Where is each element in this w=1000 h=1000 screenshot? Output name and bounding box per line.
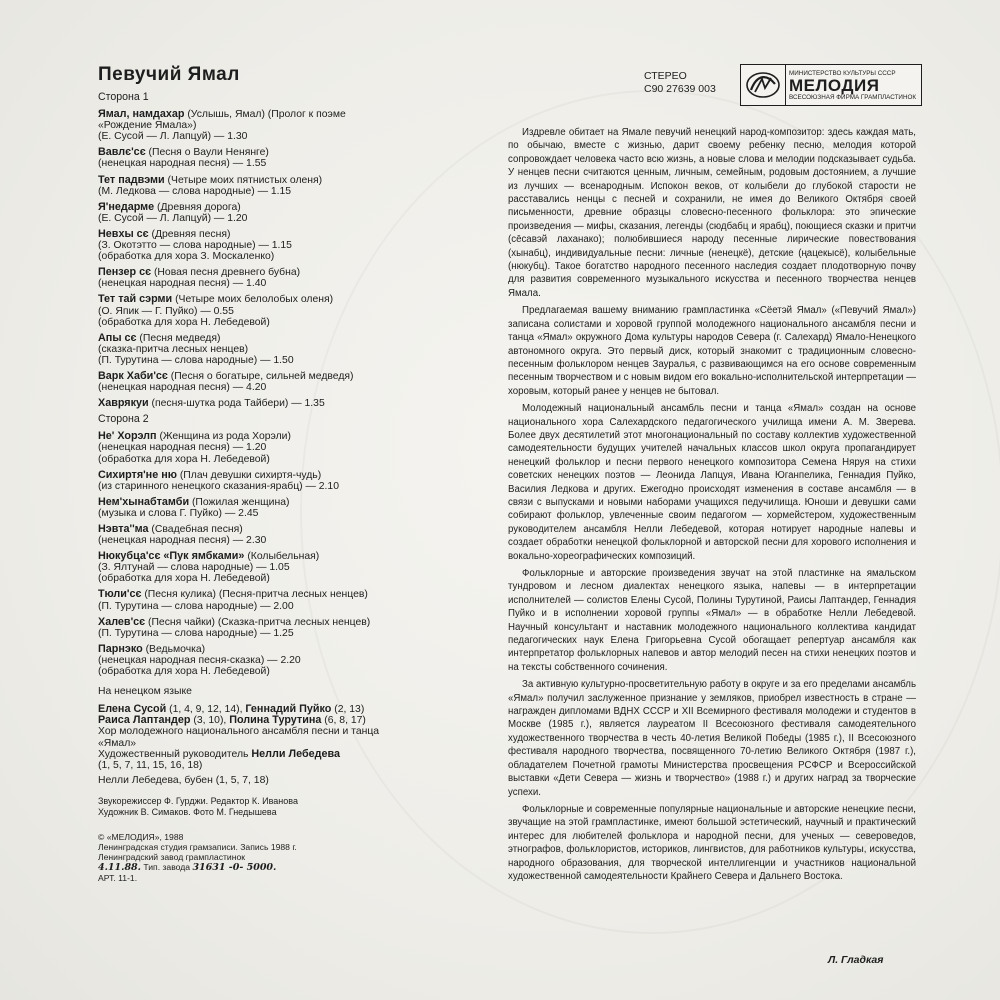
track-name: Невхы сє — [98, 227, 149, 240]
choir-line: Хор молодежного национального ансамбля песни и танца — [98, 726, 380, 738]
track-text: (Услышь, Ямал) (Пролог к поэме — [184, 109, 346, 121]
track-detail-line — [98, 481, 428, 492]
track-name: Нем'хынабтамби — [98, 495, 190, 508]
publisher-block — [98, 832, 428, 883]
track-title-line — [98, 617, 428, 628]
track-text: (ненецкая народная песня) — 1.20 — [98, 442, 267, 454]
track-entry — [98, 644, 428, 677]
tracklist-column — [98, 88, 428, 883]
track-entry — [98, 229, 428, 262]
track-name: Хаврякуи — [98, 397, 149, 410]
track-text: (О. Япик — Г. Пуйко) — 0.55 — [98, 305, 234, 317]
article-paragraph: За активную культурно-просветительную работу в округе и за его пределами ансамбль «Ямал» получил заслуженное признание у земляков, приобрел известность в стране — награжден дипломами ВДНХ СССР и XII Всемирного фестиваля молодежи и студентов в Москве (1985 г.), является лауреатом II Всесоюзного фестиваля самодеятельного художественного творчества в честь 40-летия Великой Победы (1985 г.), II Всесоюзного фестиваля народного творчества, посвященного 70-летию Великого Октября (1987 г.), обладателем Почетной грамоты Министерства просвещения РСФСР и Всероссийской выставки «Дети Севера — жизнь и творчество» (1988 г.) и других наград за творческие успехи. — [508, 679, 916, 798]
ministry-text: МИНИСТЕРСТВО КУЛЬТУРЫ СССР — [789, 69, 896, 77]
track-detail-line — [98, 158, 428, 169]
track-detail-line — [98, 508, 428, 519]
track-title-line — [98, 175, 428, 186]
track-detail-line — [98, 317, 428, 328]
track-text: (Пожилая женщина) — [189, 496, 290, 508]
track-text: (Ведьмочка) — [142, 643, 206, 655]
track-name: Нюкубца'сє «Пук ямбками» — [98, 550, 245, 563]
track-title-line — [98, 371, 428, 382]
track-entry — [98, 371, 428, 393]
side2-tracklist — [98, 431, 428, 677]
track-title-line — [98, 109, 428, 120]
director-prefix: Художественный руководитель — [98, 748, 252, 760]
track-text: (Древняя дорога) — [154, 201, 241, 213]
credits-line: Художник В. Симаков. Фото М. Гнедышева — [98, 806, 277, 817]
track-title-line — [98, 267, 428, 278]
factory-line: Ленинградский завод грампластинок — [98, 851, 246, 862]
track-text: (обработка для хора Н. Лебедевой) — [98, 573, 270, 585]
performer-tracks: (3, 10), — [190, 715, 230, 727]
track-text: (Свадебная песня) — [148, 524, 243, 535]
track-text: (песня-шутка рода Тайбери) — 1.35 — [148, 398, 325, 410]
track-text: (ненецкая народная песня) — 4.20 — [98, 382, 267, 394]
track-name: Пензер сє — [98, 266, 152, 279]
track-title-line — [98, 644, 428, 655]
track-entry — [98, 497, 428, 519]
track-text: (П. Турутина — слова народные) — 1.50 — [98, 354, 294, 366]
track-text: (Плач девушки сихиртя-чудь) — [176, 469, 322, 481]
article-paragraph: Предлагаемая вашему вниманию грампластинка «Сёетэй Ямал» («Певучий Ямал») записана солистами и хоровой группой молодежного национального ансамбля песни и танца «Ямал» окружного Дома культуры народов Севера (г. Салехард) Ямало-Ненецкого автономного округа. Это первый диск, который знакомит с традиционным словесно-песенным фольклором ненцев Зауралья, с развивающимся на его основе современным песенным творчеством и с новым видом его вокально-исполнительской интерпретации — хоровым, который ранее у ненцев не бытовал. — [508, 305, 916, 397]
choir-line: «Ямал» — [98, 737, 137, 749]
performers-block — [98, 704, 428, 786]
track-text: (обработка для хора Н. Лебедевой) — [98, 316, 270, 328]
track-text: (Новая песня древнего бубна) — [151, 267, 301, 279]
track-title-line — [98, 470, 428, 481]
track-title-line — [98, 294, 428, 305]
track-entry — [98, 333, 428, 366]
director-name: Нелли Лебедева — [251, 747, 340, 760]
performer-line — [98, 715, 428, 726]
copyright-line: © «МЕЛОДИЯ», 1988 — [98, 831, 184, 842]
print-line — [98, 862, 428, 873]
track-entry — [98, 109, 428, 142]
track-text: (Песня о Ваули Ненянге) — [145, 147, 269, 159]
track-text: (музыка и слова Г. Пуйко) — 2.45 — [98, 507, 259, 519]
track-title-line — [98, 497, 428, 508]
track-detail-line — [98, 186, 428, 197]
track-name: Тюли'сє — [98, 588, 142, 601]
track-entry — [98, 551, 428, 584]
performer-name: Полина Турутина — [229, 714, 322, 727]
catalog-number: С90 27639 003 — [644, 83, 716, 95]
track-title-line — [98, 147, 428, 158]
track-name: Я'недарме — [98, 200, 155, 213]
track-name: Парнэко — [98, 642, 143, 655]
track-text: (Песня чайки) (Сказка-притча лесных ненцев) — [145, 616, 371, 628]
track-detail-line — [98, 355, 428, 366]
track-entry — [98, 267, 428, 289]
director-tracks: (1, 5, 7, 11, 15, 16, 18) — [98, 759, 203, 771]
track-text: (из старинного ненецкого сказания-ярабц) — 2.10 — [98, 480, 339, 492]
performer-name: Геннадий Пуйко — [245, 703, 332, 716]
track-detail-line — [98, 655, 428, 666]
album-title: Певучий Ямал — [98, 64, 240, 85]
firm-text: ВСЕСОЮЗНАЯ ФИРМА ГРАМПЛАСТИНОК — [789, 93, 917, 101]
track-name: Варк Хаби'сє — [98, 369, 168, 382]
language-note: На ненецком языке — [98, 686, 192, 698]
stereo-label: СТЕРЕО — [644, 70, 687, 82]
track-title-line — [98, 333, 428, 344]
track-title-line — [98, 524, 428, 535]
track-name: Вавлє'сє — [98, 146, 146, 159]
brand-name: МЕЛОДИЯ — [789, 75, 880, 95]
track-text: (Песня о богатыре, сильней медведя) — [167, 370, 354, 382]
track-detail-line — [98, 131, 428, 142]
track-text: (ненецкая народная песня) — 2.30 — [98, 535, 267, 547]
track-entry — [98, 202, 428, 224]
track-entry — [98, 147, 428, 169]
track-text: (Женщина из рода Хорэли) — [156, 431, 291, 443]
track-text: (Древняя песня) — [148, 228, 231, 240]
track-name: Тет падвэми — [98, 173, 165, 186]
track-text: (обработка для хора Н. Лебедевой) — [98, 453, 270, 465]
track-entry — [98, 524, 428, 546]
side2-heading: Сторона 2 — [98, 413, 149, 426]
track-text: (Колыбельная) — [244, 551, 320, 563]
track-text: (Е. Сусой — Л. Лапцуй) — 1.30 — [98, 131, 248, 143]
track-text: (сказка-притча лесных ненцев) — [98, 343, 249, 355]
track-entry — [98, 431, 428, 464]
track-title-line — [98, 589, 428, 600]
track-detail-line — [98, 442, 428, 453]
track-detail-line — [98, 344, 428, 355]
print-label: Тип. завода — [140, 861, 193, 872]
track-entry — [98, 617, 428, 639]
track-name: Сихиртя'не ню — [98, 468, 177, 481]
track-entry — [98, 398, 428, 409]
credits-block — [98, 796, 428, 818]
track-detail-line — [98, 240, 428, 251]
performer-tracks: (6, 8, 17) — [321, 715, 366, 727]
track-detail-line — [98, 628, 428, 639]
article-paragraph: Молодежный национальный ансамбль песни и танца «Ямал» создан на основе национального хора Салехардского педагогического училища имени А. М. Зверева. Более двух десятилетий этот многонациональный по составу коллектив художественной самодеятельности будущих учителей начальных классов школ округа пропагандирует ненецкий фольклор и песни первого ненецкого композитора Семена Няруя на стихи советских ненецких поэтов — Леонида Лапцуя, Ивана Юганпелика, Геннадия Пуйко, Василия Ледкова и других. Ежегодно происходят изменения в составе ансамбля — в связи с выпусками и новыми наборами учащихся педучилища. Юноши и девушки сами собирают фольклор, увлеченные своим педагогом — хормейстером, художественным руководителем ансамбля Нелли Лебедевой, которая нотирует народные напевы и создает обработки ненецкой фольклорной и авторской песни для хорового исполнения и вокально-хореографических композиций. — [508, 403, 916, 562]
track-title-line — [98, 431, 428, 442]
stereo-block — [644, 70, 716, 96]
track-name: Халев'сє — [98, 615, 146, 628]
track-text: (Е. Сусой — Л. Лапцуй) — 1.20 — [98, 212, 248, 224]
track-title-line — [98, 229, 428, 240]
track-text: (Песня кулика) (Песня-притча лесных ненцев) — [141, 589, 368, 601]
melodiya-logo — [740, 64, 922, 106]
director-line — [98, 749, 428, 760]
track-name: Тет тай сэрми — [98, 293, 173, 306]
melodiya-emblem-icon — [741, 65, 786, 105]
art-number: АРТ. 11-1. — [98, 872, 138, 883]
track-detail-line — [98, 535, 428, 546]
track-detail-line — [98, 213, 428, 224]
performer-tracks: (2, 13) — [331, 704, 365, 716]
track-title-line — [98, 398, 428, 409]
article-paragraph: Издревле обитает на Ямале певучий ненецкий народ-композитор: здесь каждая мать, по обычаю, вместе с жизнью, дарит своему ребенку песню, мелодия которой сопровождает человека часто всю жизнь, а новые слова и мелодии подсказывает судьба. У ненцев песни считаются ценным, личным, семейным, родовым достоянием, а лучшие из лучших — всенародным. Испокон веков, от колыбели до глубокой старости не расставались ненцы с песней и сохранили, не имея до Великого Октября своей письменности, древние образцы словесно-песенного фольклора: это эпические произведения — мифы, сказания, легенды (сюдбабц и ярабц), поющиеся сказки и притчи (сēсавэй лаханако); полюбившиеся народу песенные лирические повествования (хынабц), индивидуальные песни: личные (ненецкё), детские (ңацекысё), колыбельные (нюкубц). Такое богатство народного песенного наследия создает плодотворную почву для развития современного музыкального искусства и песенного творчества ненцев Ямала. — [508, 127, 916, 299]
track-text: (П. Турутина — слова народные) — 1.25 — [98, 627, 294, 639]
track-text: (Песня медведя) — [136, 332, 221, 344]
track-entry — [98, 589, 428, 611]
drum-line: Нелли Лебедева, бубен (1, 5, 7, 18) — [98, 774, 269, 786]
side1-heading: Сторона 1 — [98, 91, 149, 103]
track-text: (обработка для хора З. Москаленко) — [98, 251, 275, 263]
track-text: (З. Окотэтто — слова народные) — 1.15 — [98, 240, 292, 252]
track-detail-line — [98, 601, 428, 612]
track-text: (Четыре моих пятнистых оленя) — [164, 174, 323, 186]
track-entry — [98, 175, 428, 197]
track-detail-line — [98, 251, 428, 262]
print-date: 4.11.88. — [98, 861, 141, 873]
track-text: «Рождение Ямала») — [98, 120, 197, 132]
track-text: (ненецкая народная песня) — 1.40 — [98, 278, 267, 290]
track-detail-line — [98, 120, 428, 131]
credits-line: Звукорежиссер Ф. Гурджи. Редактор К. Иванова — [98, 795, 298, 806]
track-detail-line — [98, 666, 428, 677]
track-detail-line — [98, 562, 428, 573]
track-text: (Четыре моих белолобых оленя) — [172, 294, 334, 306]
track-text: (обработка для хора Н. Лебедевой) — [98, 666, 270, 678]
article-paragraph: Фольклорные и авторские произведения звучат на этой пластинке на ямальском тундровом и лесном диалектах ненецкого языка, напевы — в интерпретации исполнителей — солистов Елены Сусой, Полины Турутиной, Раисы Лаптандер, Геннадия Пуйко и в исполнении хоровой группы «Ямал» — в обработке Нелли Лебедевой. Научный консультант и наставник молодежного национального коллектива кандидат педагогических наук Елена Григорьевна Сусой обогащает репертуар ансамбля как интерпретатор фольклорных напевов и автор мелодий песен на стихи ненецких поэтов и на тексты собственного сочинения. — [508, 568, 916, 673]
article-paragraph: Фольклорные и современные популярные национальные и авторские ненецкие песни, звучащие на этой грампластинке, имеют большой эстетический, научный и практический интерес для любителей фольклора и народной песни, для ученых — североведов, этнографов, фольклористов, историков, лингвистов, для работников культуры, искусства, народного образования, для творческой интеллигенции и участников национальной художественной самодеятельности Крайнего Севера и Дальнего Востока. — [508, 803, 916, 882]
track-name: Ямал, намдахар — [98, 108, 185, 121]
track-text: (ненецкая народная песня) — 1.55 — [98, 158, 267, 170]
track-name: Апы сє — [98, 331, 137, 344]
author-signature: Л. Гладкая — [828, 954, 884, 966]
print-run: 31631 -0- 5000. — [192, 861, 277, 873]
track-text: (ненецкая народная песня-сказка) — 2.20 — [98, 654, 301, 666]
track-entry — [98, 294, 428, 327]
side1-tracklist — [98, 109, 428, 409]
performer-name: Елена Сусой — [98, 703, 167, 716]
track-detail-line — [98, 382, 428, 393]
track-title-line — [98, 202, 428, 213]
performer-name: Раиса Лаптандер — [98, 714, 191, 727]
track-detail-line — [98, 573, 428, 584]
track-text: (З. Ялтунай — слова народные) — 1.05 — [98, 562, 290, 574]
performer-tracks: (1, 4, 9, 12, 14), — [166, 704, 246, 716]
article-text — [508, 126, 916, 887]
track-entry — [98, 470, 428, 492]
track-name: Не' Хорэлп — [98, 430, 157, 443]
track-text: (М. Ледкова — слова народные) — 1.15 — [98, 185, 292, 197]
studio-line: Ленинградская студия грамзаписи. Запись 1988 г. — [98, 841, 297, 852]
track-name: Нэвта''ма — [98, 523, 149, 535]
track-text: (П. Турутина — слова народные) — 2.00 — [98, 600, 294, 612]
track-detail-line — [98, 278, 428, 289]
track-detail-line — [98, 306, 428, 317]
track-detail-line — [98, 454, 428, 465]
track-title-line — [98, 551, 428, 562]
